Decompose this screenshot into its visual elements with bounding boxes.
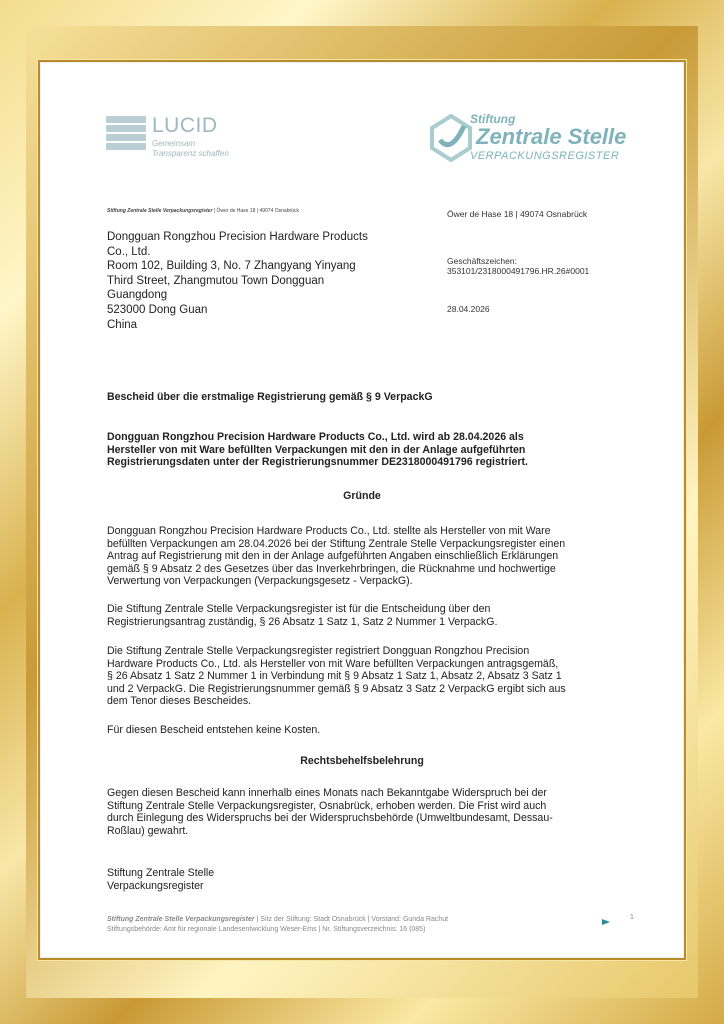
appeal-paragraph: Gegen diesen Bescheid kann innerhalb eines Monats nach Bekanntgabe Widerspruch bei der Stiftung Zentrale Stelle Verpackungsregister, Osnabrück, erhoben werden. Die Frist wird auch durch Einlegung des Widerspruchs bei der Widerspruchsbehörde (Umweltbundesamt, Dessau- Roßlau) gewahrt. <box>107 787 553 837</box>
side-address: Öwer de Hase 18 | 49074 Osnabrück <box>447 209 588 219</box>
zs-logo-line1: Stiftung <box>470 112 516 126</box>
lucid-logo-name: LUCID <box>152 114 218 137</box>
reasons-paragraph-1: Dongguan Rongzhou Precision Hardware Products Co., Ltd. stellte als Hersteller von mit Ware befüllten Verpackungen am 28.04.2026 bei der Stiftung Zentrale Stelle Verpackungsregister einen Antrag auf Registrierung mit den in der Anlage aufgeführten Angaben einschließlich Erklärungen gemäß § 9 Absatz 2 des Gesetzes über das Inverkehrbringen, die Rücknahme und hochwertige Verwertung von Verpackungen (Verpackungsgesetz - VerpackG). <box>107 525 566 587</box>
letter-date: 28.04.2026 <box>447 304 490 314</box>
decision-paragraph: Dongguan Rongzhou Precision Hardware Products Co., Ltd. wird ab 28.04.2026 als Hersteller von mit Ware befüllten Verpackungen mit den in der Anlage aufgeführten Registrierungsdaten unter der Registrierungsnummer DE2318000491796 registriert. <box>107 431 528 468</box>
lucid-logo-tagline: Gemeinsam Transparenz schaffen <box>152 139 229 158</box>
appeal-heading: Rechtsbehelfsbelehrung <box>300 755 424 767</box>
zs-logo-line3: VERPACKUNGSREGISTER <box>470 150 620 162</box>
reference-label: Geschäftszeichen: <box>447 256 517 266</box>
reference-value: 353101/2318000491796.HR.26#0001 <box>447 266 590 276</box>
document-page <box>40 62 684 958</box>
cost-note: Für diesen Bescheid entstehen keine Kosten. <box>107 724 321 736</box>
zentrale-stelle-logo <box>430 110 640 172</box>
reference-block <box>447 256 589 276</box>
recipient-address: Dongguan Rongzhou Precision Hardware Products Co., Ltd. Room 102, Building 3, No. 7 Zhangyang Yinyang Third Street, Zhangmutou Town Dongguan Guangdong 523000 Dong Guan China <box>107 231 368 331</box>
subject-line: Bescheid über die erstmalige Registrierung gemäß § 9 VerpackG <box>107 391 433 403</box>
page-footer: Stiftung Zentrale Stelle Verpackungsregister | Sitz der Stiftung: Stadt Osnabrück | Vorstand: Gunda Rachut Stiftungsbehörde: Amt für regionale Landesentwicklung Weser-Ems | Nr. Stiftungsverzeichnis: 16 (085) <box>107 916 449 933</box>
reasons-paragraph-2: Die Stiftung Zentrale Stelle Verpackungsregister ist für die Entscheidung über den Registrierungsantrag zuständig, § 26 Absatz 1 Satz 1, Satz 2 Nummer 1 VerpackG. <box>107 603 498 628</box>
footer-marker-icon <box>602 919 610 925</box>
page-number: 1 <box>630 914 634 921</box>
lucid-stack-icon <box>106 116 146 156</box>
lucid-logo <box>106 114 246 164</box>
reasons-heading: Gründe <box>343 490 381 502</box>
zs-logo-line2: Zentrale Stelle <box>476 124 627 149</box>
sender-return-line: Stiftung Zentrale Stelle Verpackungsregister | Öwer de Hase 18 | 49074 Osnabrück <box>107 208 299 214</box>
reasons-paragraph-3: Die Stiftung Zentrale Stelle Verpackungsregister registriert Dongguan Rongzhou Precision Hardware Products Co., Ltd. als Hersteller von mit Ware befüllten Verpackungen antragsgemäß, § 26 Absatz 1 Satz 2 Nummer 1 in Verbindung mit § 9 Absatz 1 Satz 1, Absatz 2, Absatz 3 Satz 1 und 2 VerpackG. Die Registrierungsnummer gemäß § 9 Absatz 3 Satz 2 VerpackG ergibt sich aus dem Tenor dieses Bescheides. <box>107 645 566 707</box>
zentrale-stelle-emblem-icon <box>430 114 472 162</box>
signature-block: Stiftung Zentrale Stelle Verpackungsregister <box>107 867 215 892</box>
